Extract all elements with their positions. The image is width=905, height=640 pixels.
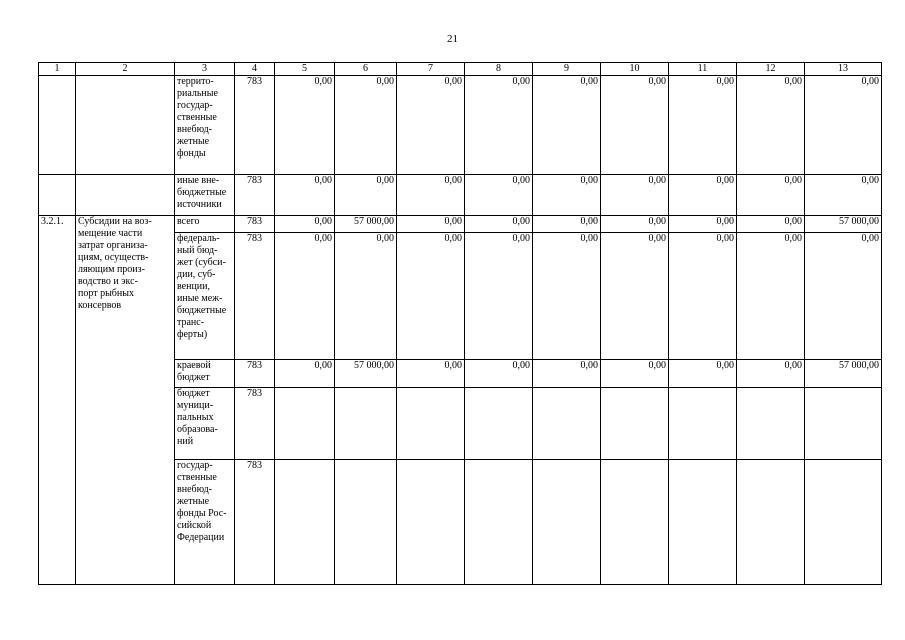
value-cell: 0,00 <box>275 76 335 175</box>
value-cell <box>397 460 465 585</box>
value-cell: 0,00 <box>397 76 465 175</box>
ministry-code: 783 <box>235 360 275 388</box>
column-header: 4 <box>235 63 275 76</box>
value-cell: 0,00 <box>275 233 335 360</box>
page-number: 21 <box>447 33 458 45</box>
value-cell <box>533 388 601 460</box>
ministry-code: 783 <box>235 76 275 175</box>
column-header: 8 <box>465 63 533 76</box>
value-cell: 0,00 <box>601 360 669 388</box>
value-cell <box>669 460 737 585</box>
value-cell: 0,00 <box>533 174 601 215</box>
column-number-header <box>39 63 882 76</box>
value-cell: 0,00 <box>335 174 397 215</box>
value-cell <box>335 388 397 460</box>
funding-source: краевой бюджет <box>175 360 235 388</box>
budget-table <box>38 62 882 585</box>
value-cell: 0,00 <box>465 76 533 175</box>
value-cell <box>397 388 465 460</box>
value-cell: 0,00 <box>397 216 465 233</box>
value-cell <box>601 460 669 585</box>
funding-source: иные вне- бюджетные источники <box>175 174 235 215</box>
value-cell: 57 000,00 <box>805 216 882 233</box>
column-header: 13 <box>805 63 882 76</box>
value-cell: 0,00 <box>397 233 465 360</box>
empty-cell <box>39 76 76 175</box>
value-cell: 0,00 <box>601 174 669 215</box>
value-cell: 0,00 <box>465 216 533 233</box>
ministry-code: 783 <box>235 216 275 233</box>
value-cell: 0,00 <box>335 233 397 360</box>
value-cell: 0,00 <box>737 233 805 360</box>
funding-source: всего <box>175 216 235 233</box>
value-cell: 0,00 <box>805 233 882 360</box>
value-cell: 0,00 <box>533 76 601 175</box>
empty-cell <box>76 174 175 215</box>
value-cell: 0,00 <box>275 174 335 215</box>
empty-cell <box>76 76 175 175</box>
value-cell <box>533 460 601 585</box>
ministry-code: 783 <box>235 388 275 460</box>
value-cell: 0,00 <box>669 76 737 175</box>
column-header: 1 <box>39 63 76 76</box>
funding-source: бюджет муници- пальных образова- ний <box>175 388 235 460</box>
value-cell: 0,00 <box>669 233 737 360</box>
value-cell <box>465 460 533 585</box>
column-header: 10 <box>601 63 669 76</box>
column-header: 11 <box>669 63 737 76</box>
value-cell <box>275 460 335 585</box>
column-header: 7 <box>397 63 465 76</box>
value-cell: 57 000,00 <box>805 360 882 388</box>
funding-source: террито- риальные государ- ственные внебюд- жетные фонды <box>175 76 235 175</box>
table-row <box>39 76 882 175</box>
table-row <box>39 216 882 233</box>
funding-source: федераль- ный бюд- жет (субси- дии, суб- венции, иные меж- бюджетные транс- ферты) <box>175 233 235 360</box>
value-cell: 0,00 <box>805 76 882 175</box>
value-cell <box>737 388 805 460</box>
column-header: 6 <box>335 63 397 76</box>
value-cell: 0,00 <box>465 233 533 360</box>
value-cell: 0,00 <box>465 360 533 388</box>
value-cell: 0,00 <box>533 216 601 233</box>
column-header: 2 <box>76 63 175 76</box>
ministry-code: 783 <box>235 233 275 360</box>
value-cell: 0,00 <box>397 360 465 388</box>
value-cell: 0,00 <box>737 360 805 388</box>
value-cell <box>601 388 669 460</box>
value-cell: 0,00 <box>669 174 737 215</box>
ministry-code: 783 <box>235 460 275 585</box>
value-cell: 57 000,00 <box>335 216 397 233</box>
value-cell <box>275 388 335 460</box>
value-cell <box>805 388 882 460</box>
funding-source: государ- ственные внебюд- жетные фонды Рос- сийской Федерации <box>175 460 235 585</box>
column-header: 12 <box>737 63 805 76</box>
value-cell: 0,00 <box>275 216 335 233</box>
value-cell: 0,00 <box>601 233 669 360</box>
value-cell: 0,00 <box>533 360 601 388</box>
value-cell <box>465 388 533 460</box>
value-cell: 0,00 <box>335 76 397 175</box>
value-cell: 0,00 <box>737 76 805 175</box>
value-cell: 0,00 <box>601 216 669 233</box>
value-cell <box>805 460 882 585</box>
value-cell: 0,00 <box>669 360 737 388</box>
value-cell: 0,00 <box>601 76 669 175</box>
value-cell <box>737 460 805 585</box>
column-header: 5 <box>275 63 335 76</box>
value-cell <box>335 460 397 585</box>
empty-cell <box>39 174 76 215</box>
column-header: 3 <box>175 63 235 76</box>
value-cell: 0,00 <box>737 174 805 215</box>
value-cell: 0,00 <box>533 233 601 360</box>
item-name: Субсидии на воз- мещение части затрат организа- циям, осуществ- ляющим произ- водство и экс- порт рыбных консервов <box>76 216 175 585</box>
value-cell: 0,00 <box>397 174 465 215</box>
value-cell: 0,00 <box>737 216 805 233</box>
column-header: 9 <box>533 63 601 76</box>
value-cell <box>669 388 737 460</box>
value-cell: 57 000,00 <box>335 360 397 388</box>
value-cell: 0,00 <box>465 174 533 215</box>
value-cell: 0,00 <box>669 216 737 233</box>
value-cell: 0,00 <box>275 360 335 388</box>
value-cell: 0,00 <box>805 174 882 215</box>
ministry-code: 783 <box>235 174 275 215</box>
item-number: 3.2.1. <box>39 216 76 585</box>
table-row <box>39 174 882 215</box>
